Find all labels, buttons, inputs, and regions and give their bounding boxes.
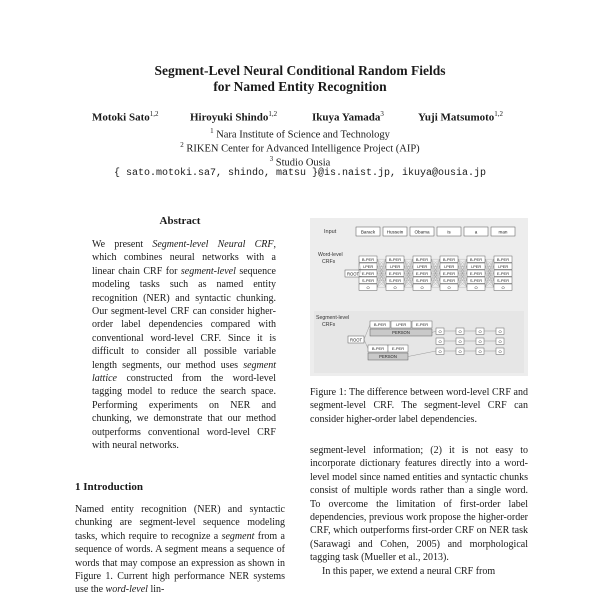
introduction-text: Named entity recognition (NER) and syntactic chunking are segment-level sequence modeling tasks, which require to recognize a segment from a sequence of words. A segment means a sequence of words that may compose an expression as shown in Figure 1. Current high performance NER systems use the word-level lin-: [75, 504, 285, 596]
input-label: Input: [324, 229, 337, 235]
affiliation-3: $^3$ Studio Ousia: [269, 155, 331, 169]
word-tag-label: O: [501, 284, 505, 290]
input-word: man: [498, 229, 508, 235]
word-tag-label: I-PER: [470, 263, 482, 269]
word-tag-label: O: [447, 284, 451, 290]
word-tag-label: B-PER: [496, 256, 510, 262]
author-2: Hiroyuki Shindo$^{1,2}$: [190, 110, 278, 124]
word-tag-label: I-PER: [443, 263, 455, 269]
word-tag-label: O: [420, 284, 424, 290]
word-tag-label: E-PER: [469, 270, 483, 276]
segment-o-label: O: [498, 339, 502, 344]
segment-o-label: O: [458, 339, 462, 344]
abstract-heading: Abstract: [159, 215, 201, 227]
input-word: is: [447, 229, 451, 235]
author-3: Ikuya Yamada$^3$: [312, 110, 384, 124]
segment-tag-label: E-PER: [415, 322, 429, 328]
segment-person-label: PERSON: [379, 354, 397, 360]
segment-tag-label: B-PER: [373, 322, 387, 328]
input-row: [324, 227, 515, 236]
segment-o-label: O: [478, 339, 482, 344]
segment-o-label: O: [498, 329, 502, 334]
word-tag-label: I-PER: [362, 263, 374, 269]
segment-tag-label: I-PER: [395, 322, 407, 328]
abstract-text: We present Segment-level Neural CRF, which combines neural networks with a linear chain CRF for segment-level sequence modeling tasks such as named entity recognition (NER) and syntactic chunking. Our segment-level CRF can consider higher-order label dependencies compared with conventional word-level CRF. Since it is difficult to consider all possible variable length segments, our method uses segment lattice constructed from the word-level tagging model to reduce the search space. Performing experiments on NER and chunking, we demonstrate that our method outperforms conventional word-level CRF with neural networks.: [92, 239, 277, 452]
affiliation-2: $^2$ RIKEN Center for Advanced Intelligence Project (AIP): [180, 141, 420, 155]
affiliation-1: $^1$ Nara Institute of Science and Technology: [210, 127, 390, 141]
word-tag-label: S-PER: [469, 277, 483, 283]
word-level-label-2: CRFs: [322, 259, 336, 265]
word-tag-label: B-PER: [469, 256, 483, 262]
segment-level-label-2: CRFs: [322, 322, 336, 328]
right-column-text: [310, 444, 528, 578]
figure-1-diagram: [310, 218, 528, 376]
word-tag-label: S-PER: [361, 277, 375, 283]
section-heading-introduction: 1 Introduction: [75, 481, 143, 493]
word-level-label-1: Word-level: [318, 252, 343, 258]
word-tag-label: O: [393, 284, 397, 290]
right-column-paragraph-2: In this paper, we extend a neural CRF from: [322, 565, 496, 577]
segment-o-label: O: [478, 329, 482, 334]
word-level-crf-lattice: [318, 252, 512, 290]
segment-level-label-1: Segment-level: [316, 315, 350, 321]
word-tag-label: O: [366, 284, 370, 290]
word-tag-label: I-PER: [497, 263, 509, 269]
right-column-paragraph-1: segment-level information; (2) it is not easy to incorporate dictionary features directly into a word-level model since named entities and syntactic chunks consist of multiple words rather than a single word. To overcome the limitation of first-order label dependencies, previous work propose the higher-order CRF, which outperforms first-order CRF on NER task (Sarawagi and Cohen, 2005) and morphological tagging task (Mueller et al., 2013).: [310, 445, 528, 564]
word-tag-label: E-PER: [496, 270, 510, 276]
word-tag-label: I-PER: [389, 263, 401, 269]
paper-title-line2: for Named Entity Recognition: [213, 79, 387, 94]
word-tag-label: E-PER: [415, 270, 429, 276]
segment-o-label: O: [438, 329, 442, 334]
word-tag-label: S-PER: [442, 277, 456, 283]
segment-o-label: O: [438, 349, 442, 354]
figure-1-caption: Figure 1: The difference between word-level CRF and segment-level CRF. The segment-level CRF can consider higher-order label dependencies.: [310, 387, 528, 425]
word-tag-label: I-PER: [416, 263, 428, 269]
segment-o-label: O: [478, 349, 482, 354]
word-tag-label: S-PER: [496, 277, 510, 283]
word-tag-label: E-PER: [361, 270, 375, 276]
word-tag-label: B-PER: [361, 256, 375, 262]
segment-tag-label: B-PER: [371, 346, 385, 352]
segment-o-label: O: [458, 329, 462, 334]
segment-level-crf-lattice: [314, 311, 524, 373]
segment-o-label: O: [458, 349, 462, 354]
author-emails: { sato.motoki.sa7, shindo, matsu }@is.naist.jp, ikuya@ousia.jp: [113, 168, 487, 179]
segment-o-label: O: [438, 339, 442, 344]
segment-person-label: PERSON: [392, 330, 410, 336]
word-tag-label: E-PER: [442, 270, 456, 276]
input-word: a: [474, 229, 478, 235]
segment-root-label: ROOT: [349, 337, 363, 343]
word-tag-label: S-PER: [388, 277, 402, 283]
input-word: Obama: [414, 229, 430, 235]
paper-title-line1: Segment-Level Neural Conditional Random Fields: [154, 63, 446, 78]
word-tag-label: B-PER: [415, 256, 429, 262]
word-root-label: ROOT: [346, 271, 360, 277]
author-list: [0, 110, 600, 126]
input-word: Hussein: [386, 229, 404, 235]
segment-o-label: O: [498, 349, 502, 354]
word-tag-label: O: [474, 284, 478, 290]
figure-1: [310, 218, 528, 376]
word-tag-label: B-PER: [388, 256, 402, 262]
word-tag-label: E-PER: [388, 270, 402, 276]
word-tag-label: B-PER: [442, 256, 456, 262]
segment-tag-label: E-PER: [391, 346, 405, 352]
author-1: Motoki Sato$^{1,2}$: [92, 110, 159, 124]
word-tag-label: S-PER: [415, 277, 429, 283]
author-4: Yuji Matsumoto$^{1,2}$: [418, 110, 504, 124]
input-word: Barack: [360, 229, 376, 235]
